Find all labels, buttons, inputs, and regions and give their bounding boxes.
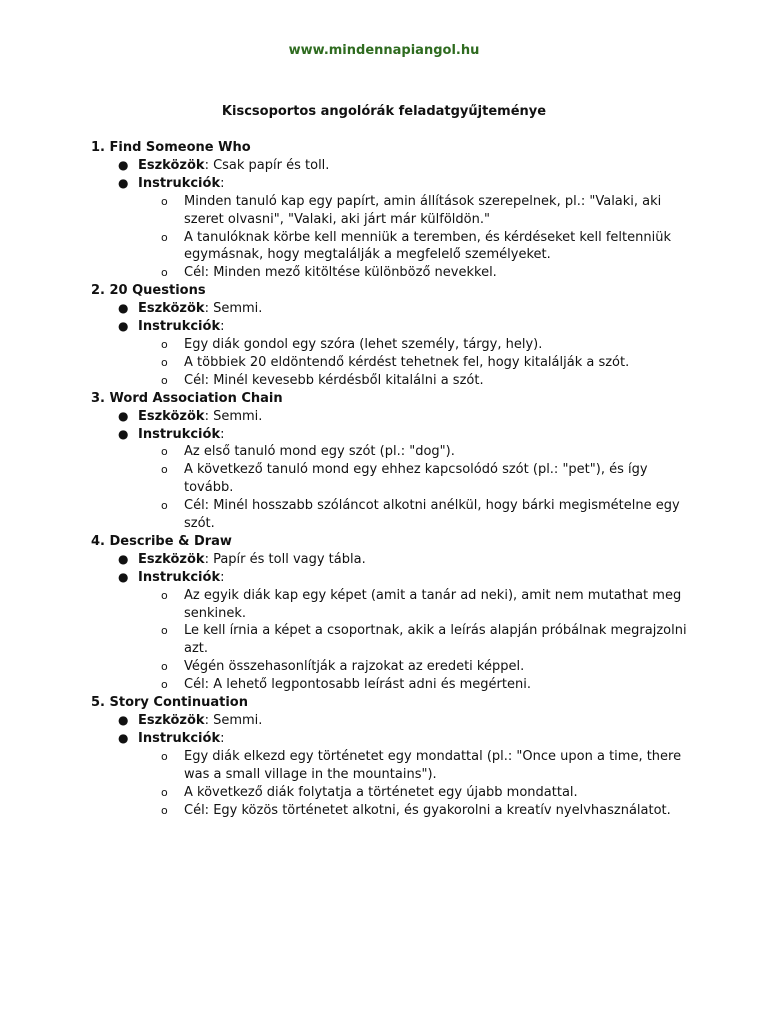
circle-bullet-icon: o (161, 499, 168, 513)
instruction-item (91, 802, 691, 820)
bullet-icon: ● (118, 157, 129, 172)
instructions-colon: : (220, 426, 225, 442)
instruction-item (91, 264, 691, 282)
tools-label: Eszközök (138, 713, 205, 728)
instruction-text: Le kell írnia a képet a csoportnak, akik a leírás alapján próbálnak megrajzolni azt. (184, 623, 687, 657)
instruction-text: Egy diák elkezd egy történetet egy mondattal (pl.: "Once upon a time, there was a small village in the mountains"). (184, 748, 682, 782)
activity-list (91, 139, 691, 819)
instruction-text: Az első tanuló mond egy szót (pl.: "dog"). (184, 444, 455, 460)
instruction-item (91, 354, 691, 372)
instruction-text: Az egyik diák kap egy képet (amit a tanár ad neki), amit nem mutathat meg senkinek. (184, 587, 682, 621)
tools-value: : Semmi. (204, 713, 263, 728)
circle-bullet-icon: o (161, 785, 168, 799)
instruction-item (91, 497, 691, 533)
instruction-text: Cél: Egy közös történetet alkotni, és gyakorolni a kreatív nyelvhasználatot. (184, 802, 671, 818)
instructions-line (91, 730, 691, 748)
instruction-item (91, 372, 691, 390)
tools-line (91, 408, 691, 426)
bullet-icon: ● (118, 569, 129, 584)
section-20-questions (91, 282, 691, 389)
instructions-label: Instrukciók (138, 730, 221, 746)
instruction-text: A következő diák folytatja a történetet egy újabb mondattal. (184, 784, 578, 800)
section-title: 3. Word Association Chain (91, 390, 283, 406)
section-story-continuation (91, 694, 691, 819)
tools-line (91, 551, 691, 569)
instructions-label: Instrukciók (138, 569, 221, 585)
instructions-colon: : (220, 569, 225, 585)
instructions-label: Instrukciók (138, 319, 221, 335)
instructions-line (91, 426, 691, 444)
bullet-icon: ● (118, 551, 129, 566)
circle-bullet-icon: o (161, 230, 168, 244)
instruction-item (91, 229, 691, 265)
tools-value: : Csak papír és toll. (204, 157, 330, 173)
section-title: 5. Story Continuation (91, 695, 248, 711)
circle-bullet-icon: o (161, 588, 168, 602)
instruction-item (91, 658, 691, 676)
circle-bullet-icon: o (161, 373, 168, 387)
bullet-icon: ● (118, 713, 129, 727)
tools-line (91, 157, 691, 175)
instruction-item (91, 587, 691, 623)
bullet-icon: ● (118, 408, 129, 423)
document-title: Kiscsoportos angolórák feladatgyűjteménye (221, 104, 547, 119)
instruction-text: A tanulóknak körbe kell menniük a teremben, és kérdéseket kell feltenniük egymásnak, hogy megtalálják a megfelelő személyeket. (184, 229, 671, 263)
instructions-colon: : (220, 319, 225, 335)
circle-bullet-icon: o (161, 266, 168, 280)
instruction-text: Cél: A lehető legpontosabb leírást adni és megérteni. (184, 677, 531, 693)
section-title: 2. 20 Questions (91, 283, 206, 299)
bullet-icon: ● (118, 175, 129, 190)
circle-bullet-icon: o (161, 337, 168, 351)
bullet-icon: ● (118, 730, 129, 745)
circle-bullet-icon: o (161, 463, 168, 477)
instructions-line (91, 175, 691, 193)
instructions-label: Instrukciók (138, 426, 221, 442)
tools-label: Eszközök (138, 301, 205, 317)
circle-bullet-icon: o (161, 355, 168, 369)
bullet-icon: ● (118, 319, 129, 334)
circle-bullet-icon: o (161, 749, 168, 763)
tools-line (91, 712, 691, 730)
website-header[interactable]: www.mindennapiangol.hu (288, 43, 480, 58)
circle-bullet-icon: o (161, 624, 168, 638)
bullet-icon: ● (118, 301, 129, 316)
instruction-text: Egy diák gondol egy szóra (lehet személy, tárgy, hely). (184, 336, 543, 352)
circle-bullet-icon: o (161, 660, 168, 674)
circle-bullet-icon: o (161, 803, 168, 817)
instruction-item (91, 461, 691, 497)
section-describe-and-draw (91, 533, 691, 694)
instruction-text: A többiek 20 eldöntendő kérdést tehetnek fel, hogy kitalálják a szót. (184, 354, 630, 370)
tools-value: : Papír és toll vagy tábla. (204, 551, 366, 567)
section-find-someone-who (91, 139, 691, 282)
tools-label: Eszközök (138, 551, 205, 567)
instruction-item (91, 193, 691, 229)
instruction-text: Cél: Minél hosszabb szóláncot alkotni anélkül, hogy bárki megismételne egy szót. (184, 498, 680, 532)
circle-bullet-icon: o (161, 678, 168, 692)
instructions-colon: : (220, 175, 225, 191)
circle-bullet-icon: o (161, 194, 168, 208)
instructions-line (91, 318, 691, 336)
tools-value: : Semmi. (204, 408, 263, 424)
section-word-association-chain (91, 390, 691, 533)
instruction-item (91, 784, 691, 802)
instruction-text: A következő tanuló mond egy ehhez kapcsolódó szót (pl.: "pet"), és így tovább. (184, 462, 648, 496)
instruction-item (91, 443, 691, 461)
instructions-line (91, 569, 691, 587)
instruction-item (91, 748, 691, 784)
instruction-item (91, 336, 691, 354)
instruction-item (91, 676, 691, 694)
tools-line (91, 300, 691, 318)
tools-value: : Semmi. (204, 301, 263, 317)
instructions-colon: : (220, 730, 225, 746)
circle-bullet-icon: o (161, 445, 168, 459)
section-title: 1. Find Someone Who (91, 140, 251, 155)
tools-label: Eszközök (138, 408, 205, 424)
bullet-icon: ● (118, 426, 129, 441)
instructions-label: Instrukciók (138, 175, 221, 191)
instruction-text: Cél: Minden mező kitöltése különböző nevekkel. (184, 265, 497, 281)
section-title: 4. Describe & Draw (91, 533, 232, 549)
instruction-text: Minden tanuló kap egy papírt, amin állítások szerepelnek, pl.: "Valaki, aki szeret olvasni", "Valaki, aki járt már külföldön." (184, 193, 662, 227)
instruction-text: Végén összehasonlítják a rajzokat az eredeti képpel. (184, 659, 525, 675)
instruction-text: Cél: Minél kevesebb kérdésből kitalálni a szót. (184, 372, 484, 388)
instruction-item (91, 622, 691, 658)
tools-label: Eszközök (138, 157, 205, 173)
